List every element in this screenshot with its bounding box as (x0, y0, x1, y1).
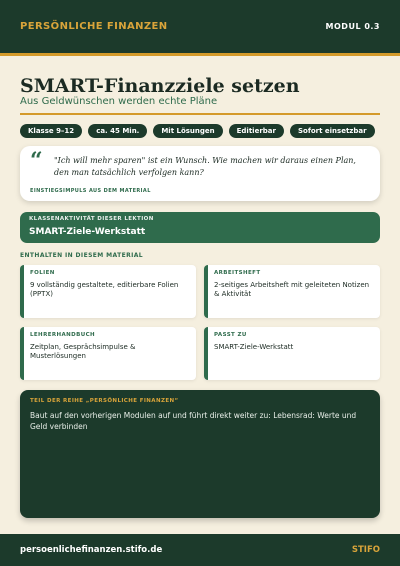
activity-label: KLASSENAKTIVITÄT DIESER LEKTION (29, 216, 154, 222)
series-label: TEIL DER REIHE „PERSÖNLICHE FINANZEN“ (30, 398, 179, 404)
content-card-slides (20, 265, 196, 318)
card-text: 2-seitiges Arbeitsheft mit geleiteten Notizen & Aktivität (214, 281, 370, 298)
tag-list (20, 124, 375, 138)
card-text: SMART-Ziele-Werkstatt (214, 343, 294, 351)
contents-heading: ENTHALTEN IN DIESEM MATERIAL (20, 252, 144, 259)
series-brand: PERSÖNLICHE FINANZEN (20, 21, 168, 32)
header-bar (0, 0, 400, 56)
card-label: PASST ZU (214, 332, 247, 338)
card-text: 9 vollständig gestaltete, editierbare Folien (PPTX) (30, 281, 179, 298)
card-text: Zeitplan, Gesprächsimpulse & Musterlösungen (30, 343, 136, 360)
quote-card (20, 146, 380, 201)
quote-text: "Ich will mehr sparen" ist ein Wunsch. Wie machen wir daraus einen Plan, den man tatsächlich verfolgen kann? (54, 156, 356, 177)
module-number: MODUL 0.3 (325, 22, 380, 31)
activity-title: SMART-Ziele-Werkstatt (29, 227, 146, 237)
quote-icon: “ (30, 148, 43, 174)
page-subtitle: Aus Geldwünschen werden echte Pläne (20, 96, 218, 107)
tag-duration: ca. 45 Min. (88, 124, 147, 138)
quote-source: EINSTIEGSIMPULS AUS DEM MATERIAL (30, 188, 151, 194)
footer-bar (0, 534, 400, 566)
tag-grade: Klasse 9–12 (20, 124, 82, 138)
content-card-matches (204, 327, 380, 380)
activity-banner (20, 212, 380, 243)
title-divider (20, 113, 380, 115)
tag-editable: Editierbar (229, 124, 284, 138)
card-label: LEHRERHANDBUCH (30, 332, 96, 338)
footer-brand: STIFO (351, 545, 380, 555)
content-card-workbook (204, 265, 380, 318)
page-title: SMART-Finanzziele setzen (20, 75, 300, 97)
series-text: Baut auf den vorherigen Modulen auf und führt direkt weiter zu: Lebensrad: Werte und Geld verbinden (30, 411, 357, 431)
card-label: ARBEITSHEFT (214, 270, 261, 276)
series-panel (20, 390, 380, 518)
tag-solutions: Mit Lösungen (153, 124, 222, 138)
footer-url[interactable]: persoenlichefinanzen.stifo.de (20, 545, 163, 555)
content-card-teacher-guide (20, 327, 196, 380)
card-label: FOLIEN (30, 270, 55, 276)
tag-ready: Sofort einsetzbar (290, 124, 375, 138)
